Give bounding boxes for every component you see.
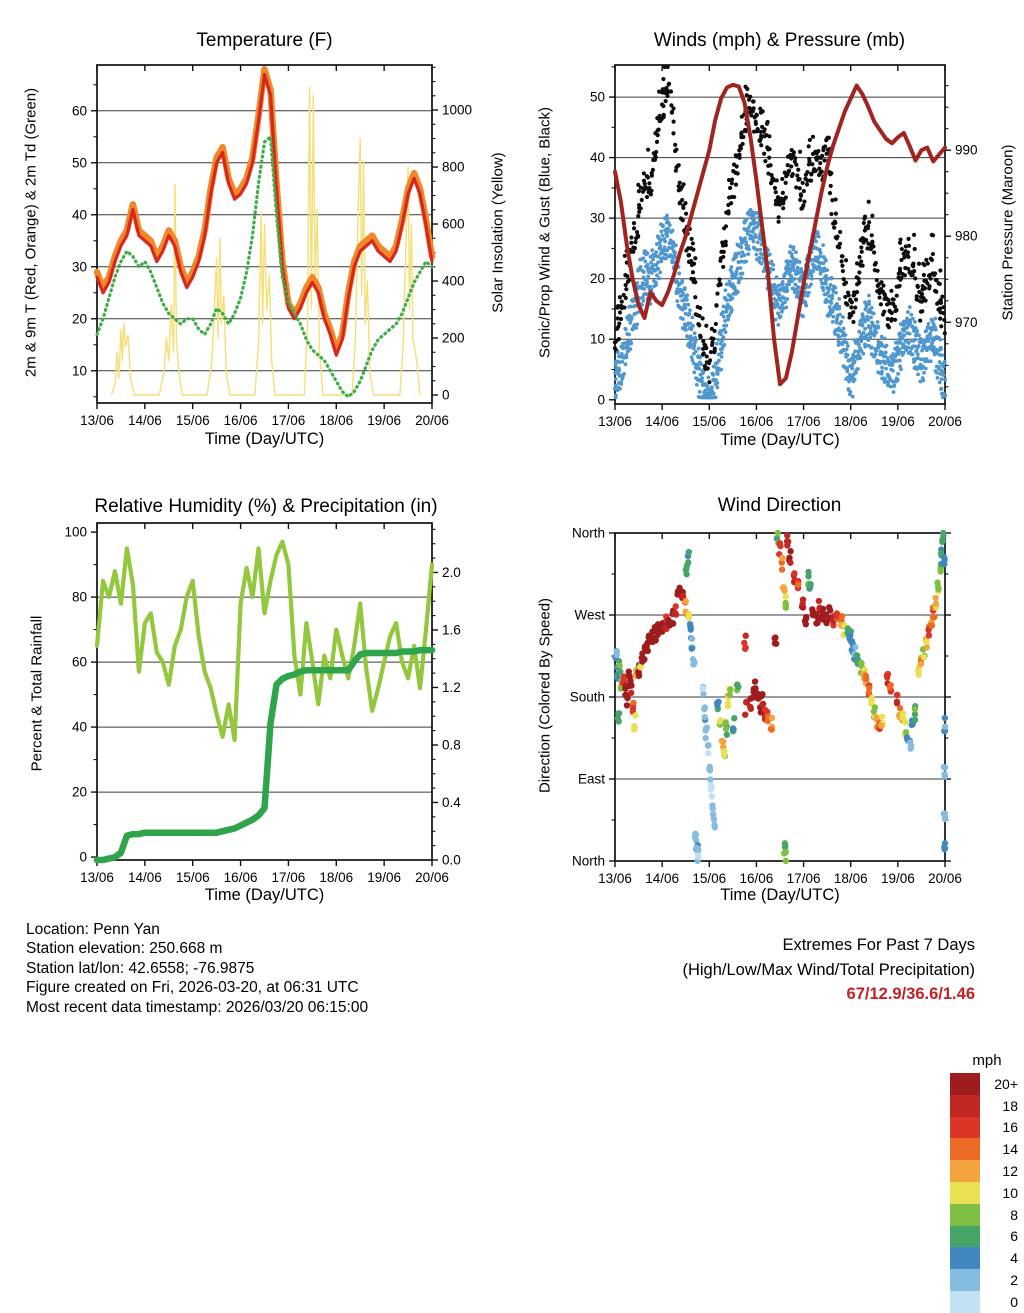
legend-title: mph — [972, 1052, 1002, 1069]
svg-text:16/06: 16/06 — [739, 414, 774, 429]
wind-speed-legend — [950, 1052, 1024, 1313]
svg-text:16/06: 16/06 — [223, 870, 258, 885]
svg-text:0.0: 0.0 — [442, 852, 461, 868]
legend-swatch — [950, 1226, 980, 1248]
wind-direction-y-axis-label: Direction (Colored By Speed) — [536, 597, 554, 794]
humidity-precip-plot — [0, 480, 512, 920]
legend-swatch — [950, 1138, 980, 1160]
svg-text:14/06: 14/06 — [127, 870, 162, 885]
winds-pressure-chart-panel — [512, 0, 1024, 480]
svg-text:20: 20 — [71, 784, 87, 800]
wind-direction-chart-title: Wind Direction — [717, 495, 842, 516]
station-latlon-line: Station lat/lon: 42.6558; -76.9875 — [26, 959, 255, 977]
humidity-precip-chart-panel — [0, 480, 512, 940]
legend-swatch — [950, 1182, 980, 1204]
legend-row — [950, 1204, 1024, 1226]
svg-text:980: 980 — [955, 228, 978, 244]
svg-text:13/06: 13/06 — [598, 871, 632, 886]
extremes-value: 67/12.9/36.6/1.46 — [846, 985, 975, 1003]
svg-text:South: South — [569, 689, 605, 705]
legend-row — [950, 1095, 1024, 1117]
svg-text:970: 970 — [955, 314, 978, 330]
svg-text:North: North — [571, 525, 605, 541]
legend-row — [950, 1160, 1024, 1182]
station-pressure-y-axis-label: Station Pressure (Maroon) — [999, 144, 1017, 321]
svg-text:13/06: 13/06 — [598, 414, 632, 429]
svg-text:North: North — [571, 853, 605, 869]
svg-text:17/06: 17/06 — [786, 871, 821, 886]
svg-text:16/06: 16/06 — [739, 871, 774, 886]
svg-text:0.4: 0.4 — [442, 794, 461, 810]
station-location-line: Location: Penn Yan — [26, 921, 160, 938]
legend-row — [950, 1247, 1024, 1269]
legend-swatch — [950, 1269, 980, 1291]
legend-label: 4 — [1010, 1250, 1018, 1267]
svg-text:19/06: 19/06 — [367, 870, 402, 885]
svg-text:20/06: 20/06 — [928, 871, 962, 886]
svg-text:60: 60 — [71, 103, 87, 119]
svg-text:18/06: 18/06 — [833, 414, 868, 429]
figure-created-line: Figure created on Fri, 2026-03-20, at 06:31 UTC — [26, 979, 359, 997]
legend-label: 0 — [1010, 1293, 1018, 1310]
wind-direction-x-axis-label: Time (Day/UTC) — [720, 886, 840, 904]
svg-text:200: 200 — [442, 330, 465, 346]
svg-text:19/06: 19/06 — [367, 413, 402, 428]
svg-text:18/06: 18/06 — [319, 870, 354, 885]
legend-label: 16 — [1002, 1119, 1018, 1136]
temperature-x-axis-label: Time (Day/UTC) — [204, 430, 325, 448]
legend-swatch — [950, 1160, 980, 1182]
svg-text:18/06: 18/06 — [319, 413, 354, 428]
humidity-precip-chart-title: Relative Humidity (%) & Precipitation (in) — [94, 496, 438, 517]
svg-text:10: 10 — [589, 331, 605, 347]
svg-text:19/06: 19/06 — [880, 871, 915, 886]
percent-rainfall-y-axis-label: Percent & Total Rainfall — [28, 615, 46, 772]
svg-text:1.2: 1.2 — [442, 679, 461, 695]
svg-text:60: 60 — [71, 654, 87, 670]
svg-text:10: 10 — [71, 363, 87, 379]
svg-text:15/06: 15/06 — [175, 870, 210, 885]
svg-text:15/06: 15/06 — [692, 414, 727, 429]
legend-label: 20+ — [994, 1075, 1018, 1092]
svg-text:15/06: 15/06 — [175, 413, 210, 428]
temperature-y-axis-label: 2m & 9m T (Red, Orange) & 2m Td (Green) — [22, 87, 40, 378]
data-timestamp-line: Most recent data timestamp: 2026/03/20 06:15:00 — [26, 998, 369, 1016]
extremes-title: Extremes For Past 7 Days — [782, 936, 975, 954]
legend-row — [950, 1138, 1024, 1160]
legend-label: 14 — [1002, 1141, 1018, 1158]
svg-text:400: 400 — [442, 273, 465, 289]
legend-row — [950, 1291, 1024, 1313]
legend-swatch — [950, 1117, 980, 1139]
svg-text:0: 0 — [79, 849, 87, 865]
svg-text:West: West — [574, 607, 605, 623]
legend-row — [950, 1073, 1024, 1095]
wind-direction-chart-panel — [512, 480, 1024, 1310]
legend-swatch — [950, 1247, 980, 1269]
winds-x-axis-label: Time (Day/UTC) — [720, 431, 840, 449]
svg-text:800: 800 — [442, 159, 465, 175]
svg-text:13/06: 13/06 — [80, 413, 114, 428]
svg-text:14/06: 14/06 — [645, 871, 680, 886]
svg-text:16/06: 16/06 — [223, 413, 258, 428]
wind-direction-plot — [512, 480, 1024, 920]
svg-text:20/06: 20/06 — [415, 413, 449, 428]
svg-text:30: 30 — [589, 210, 605, 226]
svg-text:600: 600 — [442, 216, 465, 232]
svg-text:50: 50 — [589, 89, 605, 105]
legend-label: 18 — [1002, 1097, 1018, 1114]
legend-swatch — [950, 1073, 980, 1095]
humidity-x-axis-label: Time (Day/UTC) — [204, 886, 325, 904]
svg-text:50: 50 — [71, 155, 87, 171]
svg-text:14/06: 14/06 — [645, 414, 680, 429]
legend-label: 6 — [1010, 1228, 1018, 1245]
svg-text:40: 40 — [71, 207, 87, 223]
svg-text:80: 80 — [71, 589, 87, 605]
svg-text:0: 0 — [442, 387, 450, 403]
svg-text:0.8: 0.8 — [442, 737, 461, 753]
winds-pressure-plot — [512, 0, 1024, 470]
wind-gust-y-axis-label: Sonic/Prop Wind & Gust (Blue, Black) — [536, 107, 554, 358]
svg-text:100: 100 — [64, 524, 87, 540]
extremes-subtitle: (High/Low/Max Wind/Total Precipitation) — [682, 960, 975, 979]
legend-label: 12 — [1002, 1163, 1018, 1180]
solar-insolation-y-axis-label: Solar Insolation (Yellow) — [489, 152, 507, 313]
station-elevation-line: Station elevation: 250.668 m — [26, 940, 223, 958]
svg-text:40: 40 — [71, 719, 87, 735]
svg-text:990: 990 — [955, 142, 978, 158]
legend-row — [950, 1226, 1024, 1248]
svg-text:18/06: 18/06 — [833, 871, 868, 886]
svg-text:0: 0 — [597, 392, 605, 408]
extremes-summary — [512, 933, 975, 1007]
temperature-plot — [0, 0, 512, 470]
svg-text:1.6: 1.6 — [442, 622, 461, 638]
temperature-chart-panel — [0, 0, 512, 480]
svg-text:13/06: 13/06 — [80, 870, 114, 885]
svg-text:17/06: 17/06 — [271, 413, 306, 428]
legend-row — [950, 1182, 1024, 1204]
svg-text:40: 40 — [589, 150, 605, 166]
svg-text:20/06: 20/06 — [928, 414, 962, 429]
svg-text:17/06: 17/06 — [786, 414, 821, 429]
legend-swatch — [950, 1095, 980, 1117]
svg-text:1000: 1000 — [442, 102, 473, 118]
svg-text:East: East — [577, 771, 605, 787]
svg-text:19/06: 19/06 — [880, 414, 915, 429]
svg-text:2.0: 2.0 — [442, 564, 461, 580]
svg-text:20: 20 — [589, 271, 605, 287]
legend-row — [950, 1117, 1024, 1139]
legend-row — [950, 1269, 1024, 1291]
legend-label: 10 — [1002, 1184, 1018, 1201]
legend-swatch — [950, 1291, 980, 1313]
legend-swatch — [950, 1204, 980, 1226]
svg-text:30: 30 — [71, 259, 87, 275]
svg-text:17/06: 17/06 — [271, 870, 306, 885]
svg-text:15/06: 15/06 — [692, 871, 727, 886]
legend-label: 8 — [1010, 1206, 1018, 1223]
svg-text:20: 20 — [71, 311, 87, 327]
temperature-chart-title: Temperature (F) — [196, 30, 333, 51]
svg-text:14/06: 14/06 — [127, 413, 162, 428]
station-info — [26, 920, 368, 1017]
legend-label: 2 — [1010, 1272, 1018, 1289]
svg-text:20/06: 20/06 — [415, 870, 449, 885]
winds-pressure-chart-title: Winds (mph) & Pressure (mb) — [653, 30, 906, 51]
